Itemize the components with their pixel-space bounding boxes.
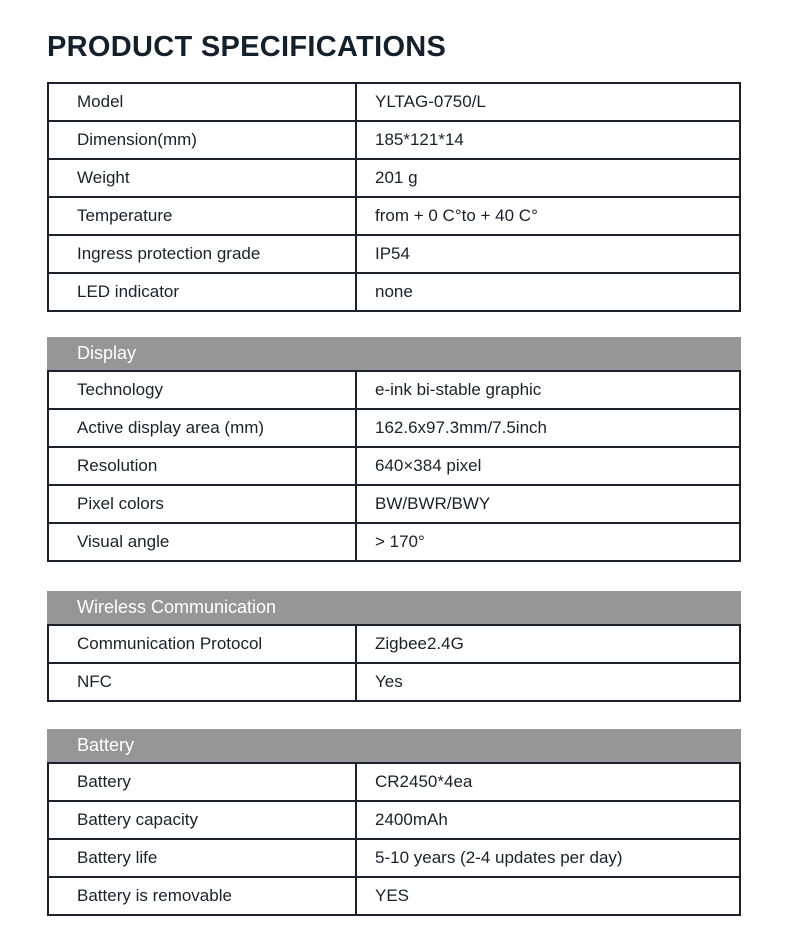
spec-value: Yes [356,663,740,701]
table-row [48,839,740,877]
table-row [48,763,740,801]
spec-value: 640×384 pixel [356,447,740,485]
spec-value: YLTAG-0750/L [356,83,740,121]
table-row [48,877,740,915]
spec-label: Pixel colors [48,485,356,523]
spec-table-wireless [47,624,741,702]
spec-section-battery [47,729,741,916]
spec-label: Temperature [48,197,356,235]
table-row [48,409,740,447]
spec-label: Weight [48,159,356,197]
table-row [48,371,740,409]
spec-label: Active display area (mm) [48,409,356,447]
spec-value: 201 g [356,159,740,197]
table-row [48,121,740,159]
spec-value: IP54 [356,235,740,273]
spec-table-battery [47,762,741,916]
spec-table-display [47,370,741,562]
spec-label: LED indicator [48,273,356,311]
spec-label: Battery life [48,839,356,877]
spec-value: 185*121*14 [356,121,740,159]
spec-label: Communication Protocol [48,625,356,663]
spec-value: BW/BWR/BWY [356,485,740,523]
spec-value: none [356,273,740,311]
spec-label: Technology [48,371,356,409]
spec-label: Model [48,83,356,121]
spec-label: Ingress protection grade [48,235,356,273]
section-header-wireless: Wireless Communication [47,591,741,624]
spec-table-general [47,82,741,312]
spec-section-wireless [47,591,741,702]
spec-section-display [47,337,741,562]
spec-value: 2400mAh [356,801,740,839]
spec-value: > 170° [356,523,740,561]
table-row [48,801,740,839]
spec-label: Visual angle [48,523,356,561]
spec-value: 162.6x97.3mm/7.5inch [356,409,740,447]
table-row [48,273,740,311]
spec-value: e-ink bi-stable graphic [356,371,740,409]
spec-value: 5-10 years (2-4 updates per day) [356,839,740,877]
table-row [48,625,740,663]
section-header-display: Display [47,337,741,370]
page-title: PRODUCT SPECIFICATIONS [47,31,447,63]
spec-tables [47,82,741,916]
table-row [48,197,740,235]
table-row [48,447,740,485]
spec-value: CR2450*4ea [356,763,740,801]
table-row [48,485,740,523]
spec-label: Battery capacity [48,801,356,839]
table-row [48,159,740,197]
spec-label: NFC [48,663,356,701]
spec-value: Zigbee2.4G [356,625,740,663]
table-row [48,663,740,701]
table-row [48,235,740,273]
spec-label: Dimension(mm) [48,121,356,159]
spec-label: Battery [48,763,356,801]
spec-value: from + 0 C°to + 40 C° [356,197,740,235]
table-row [48,83,740,121]
spec-section-general [47,82,741,312]
spec-label: Resolution [48,447,356,485]
section-header-battery: Battery [47,729,741,762]
spec-value: YES [356,877,740,915]
spec-label: Battery is removable [48,877,356,915]
table-row [48,523,740,561]
